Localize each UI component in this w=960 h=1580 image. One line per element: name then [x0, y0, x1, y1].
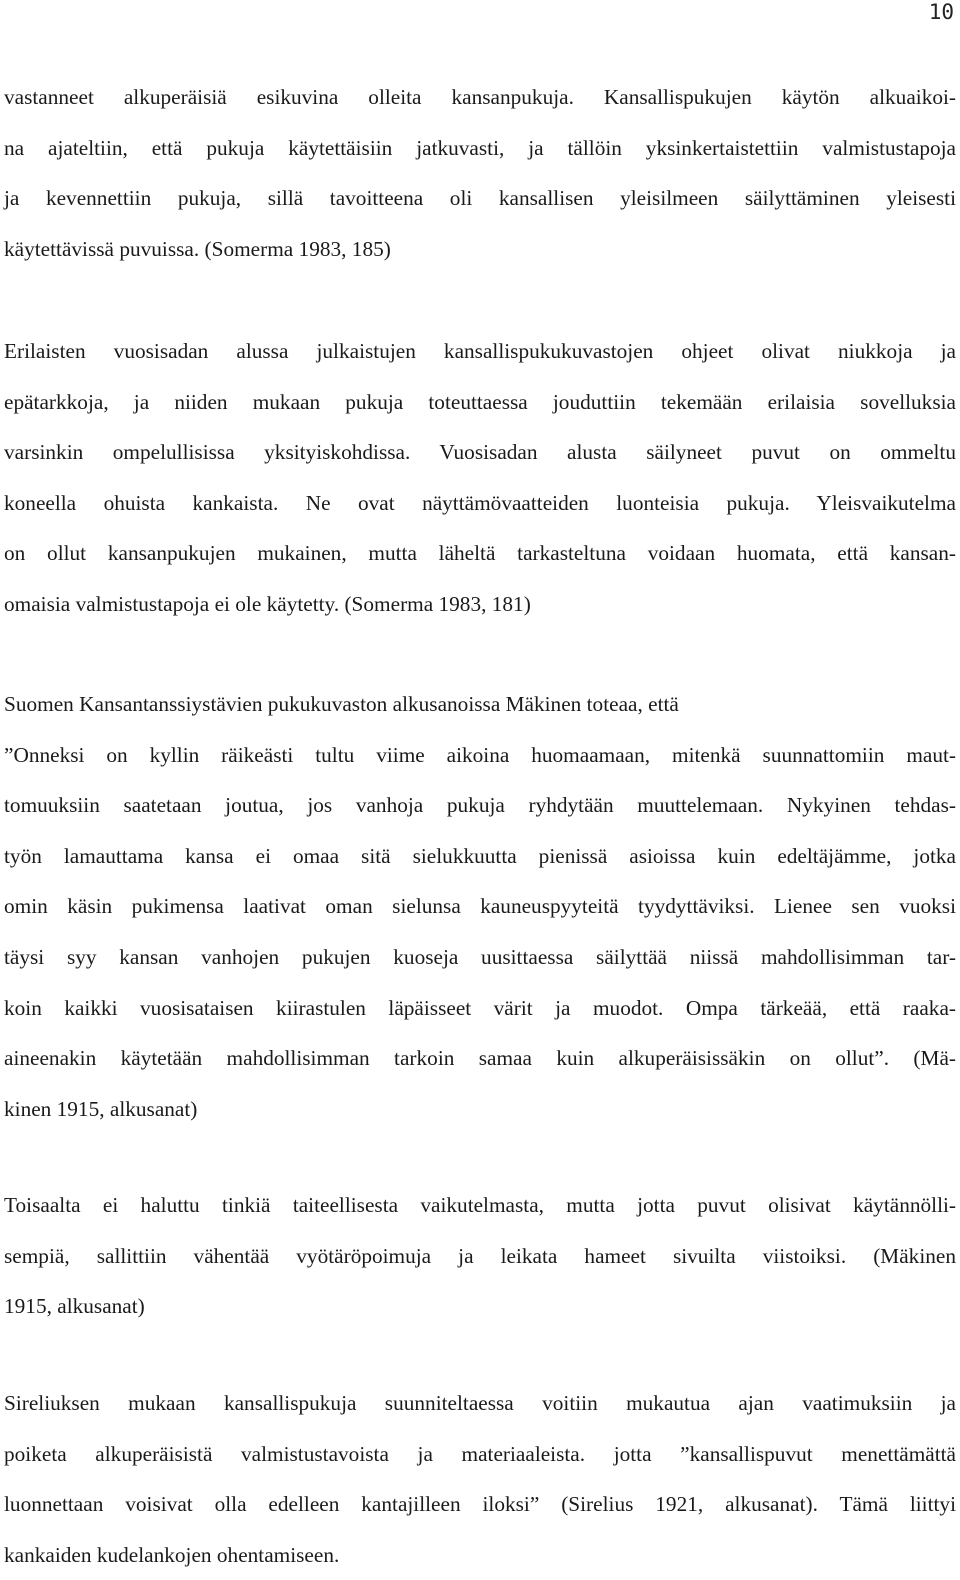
paragraph-line: Erilaisten vuosisadan alussa julkaistujen kansallispukukuvastojen ohjeet olivat niukkoja ja: [4, 339, 956, 363]
paragraph-line: tomuuksiin saatetaan joutua, jos vanhoja pukuja ryhdytään muuttelemaan. Nykyinen tehdas-: [4, 793, 956, 818]
paragraph-line: täysi syy kansan vanhojen pukujen kuoseja uusittaessa säilyttää niissä mahdollisimman tar-: [4, 944, 956, 969]
paragraph-line: koin kaikki vuosisataisen kiirastulen läpäisseet värit ja muodot. Ompa tärkeää, että raaka-: [4, 995, 956, 1020]
paragraph-line: on ollut kansanpukujen mukainen, mutta läheltä tarkasteltuna voidaan huomata, että kansan-: [4, 541, 956, 566]
paragraph-line: varsinkin ompelullisissa yksityiskohdissa. Vuosisadan alusta säilyneet puvut on ommeltu: [4, 440, 956, 465]
paragraph-5: [4, 1378, 956, 1580]
paragraph-line: kankaiden kudelankojen ohentamiseen.: [4, 1542, 340, 1567]
paragraph-line: Toisaalta ei haluttu tinkiä taiteellisesta vaikutelmasta, mutta jotta puvut olisivat käytännölli-: [4, 1193, 956, 1217]
paragraph-line: 1915, alkusanat): [4, 1294, 145, 1319]
paragraph-line: Suomen Kansantanssiystävien pukukuvaston alkusanoissa Mäkinen toteaa, että: [4, 692, 679, 716]
paragraph-line: na ajateltiin, että pukuja käytettäisiin jatkuvasti, ja tällöin yksinkertaistettiin valmistustapoja: [4, 135, 956, 160]
paragraph-line: ”Onneksi on kyllin räikeästi tultu viime aikoina huomaamaan, mitenkä suunnattomiin maut-: [4, 742, 956, 767]
paragraph-line: sempiä, sallittiin vähentää vyötäröpoimuja ja leikata hameet sivuilta viistoiksi. (Mäkinen: [4, 1243, 956, 1268]
paragraph-3: [4, 679, 956, 1134]
paragraph-1: [4, 72, 956, 274]
paragraph-line: kinen 1915, alkusanat): [4, 1096, 198, 1121]
paragraph-line: käytettävissä puvuissa. (Somerma 1983, 185): [4, 236, 391, 261]
paragraph-line: omin käsin pukimensa laativat oman sielunsa kauneuspyyteitä tyydyttäviksi. Lienee sen vuoksi: [4, 894, 956, 919]
paragraph-4: [4, 1180, 956, 1332]
paragraph-line: koneella ohuista kankaista. Ne ovat näyttämövaatteiden luonteisia pukuja. Yleisvaikutelma: [4, 490, 956, 515]
page-number: 10: [928, 0, 954, 24]
paragraph-line: aineenakin käytetään mahdollisimman tarkoin samaa kuin alkuperäisissäkin on ollut”. (Mä-: [4, 1046, 956, 1071]
paragraph-line: epätarkkoja, ja niiden mukaan pukuja toteuttaessa jouduttiin tekemään erilaisia sovelluksia: [4, 389, 956, 414]
paragraph-2: [4, 326, 956, 630]
paragraph-line: Sireliuksen mukaan kansallispukuja suunniteltaessa voitiin mukautua ajan vaatimuksiin ja: [4, 1391, 956, 1415]
paragraph-line: omaisia valmistustapoja ei ole käytetty. (Somerma 1983, 181): [4, 591, 531, 616]
paragraph-line: luonnettaan voisivat olla edelleen kantajilleen iloksi” (Sirelius 1921, alkusanat). Tämä liittyi: [4, 1492, 956, 1517]
paragraph-line: työn lamauttama kansa ei omaa sitä sielukkuutta pienissä asioissa kuin edeltäjämme, jotka: [4, 843, 956, 868]
paragraph-line: ja kevennettiin pukuja, sillä tavoitteena oli kansallisen yleisilmeen säilyttäminen yleisesti: [4, 186, 956, 211]
paragraph-line: vastanneet alkuperäisiä esikuvina olleita kansanpukuja. Kansallispukujen käytön alkuaikoi-: [4, 85, 956, 109]
paragraph-line: poiketa alkuperäisistä valmistustavoista ja materiaaleista. jotta ”kansallispuvut menettämättä: [4, 1441, 956, 1466]
